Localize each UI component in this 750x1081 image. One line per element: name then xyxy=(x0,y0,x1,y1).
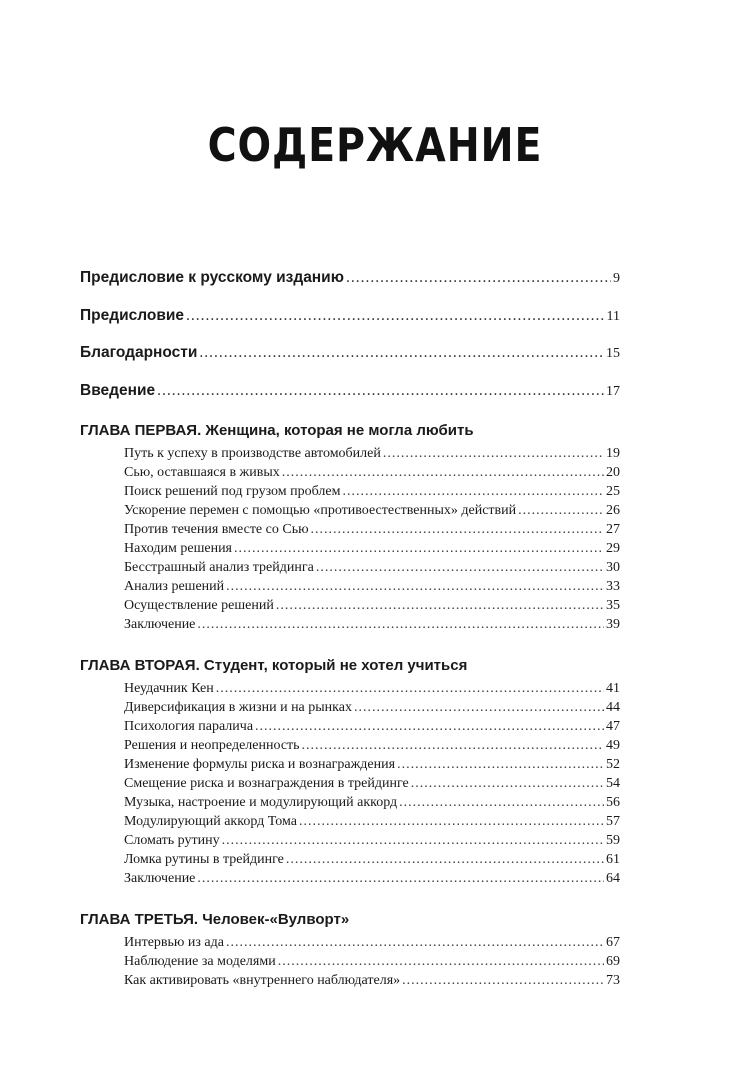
dot-leader xyxy=(197,869,604,888)
toc-entry-page: 35 xyxy=(606,598,620,613)
toc-entry-page: 69 xyxy=(606,954,620,969)
toc-entry-label: Поиск решений под грузом проблем xyxy=(124,484,341,499)
toc-sub-entry[interactable] xyxy=(80,463,620,482)
toc-front-entry[interactable] xyxy=(80,378,620,416)
dot-leader xyxy=(278,952,604,971)
toc-entry-page: 25 xyxy=(606,484,620,499)
dot-leader xyxy=(234,539,604,558)
toc-entry-page: 54 xyxy=(606,776,620,791)
toc-sub-entry[interactable] xyxy=(80,698,620,717)
dot-leader xyxy=(316,558,604,577)
toc-sub-entry[interactable] xyxy=(80,869,620,888)
toc-sub-entry[interactable] xyxy=(80,952,620,971)
dot-leader xyxy=(197,615,604,634)
dot-leader xyxy=(282,463,604,482)
toc-entry-label: Против течения вместе со Сью xyxy=(124,522,309,537)
chapter-heading[interactable]: ГЛАВА ТРЕТЬЯ. Человек-«Вулворт» xyxy=(80,911,350,928)
toc-front-entry[interactable] xyxy=(80,340,620,378)
toc-entry-label: Анализ решений xyxy=(124,579,225,594)
toc-sub-entry[interactable] xyxy=(80,812,620,831)
toc-sub-entry[interactable] xyxy=(80,615,620,634)
dot-leader xyxy=(399,793,604,812)
dot-leader xyxy=(226,577,604,596)
toc-entry-page: 64 xyxy=(606,871,620,886)
toc-entry-page: 33 xyxy=(606,579,620,594)
toc-entry-page: 17 xyxy=(606,383,620,399)
toc-sub-entry[interactable] xyxy=(80,717,620,736)
toc-entry-page: 52 xyxy=(606,757,620,772)
toc-sub-entry[interactable] xyxy=(80,850,620,869)
toc-entry-label: Решения и неопределенность xyxy=(124,738,300,753)
toc-entry-label: Предисловие xyxy=(80,306,185,324)
dot-leader xyxy=(226,933,604,952)
toc-entry-label: Изменение формулы риска и вознаграждения xyxy=(124,757,396,772)
dot-leader xyxy=(354,698,604,717)
toc-entry-page: 27 xyxy=(606,522,620,537)
toc-entry-page: 39 xyxy=(606,617,620,632)
toc-entry-page: 67 xyxy=(606,935,620,950)
toc-sub-entry[interactable] xyxy=(80,755,620,774)
spacer xyxy=(80,888,620,904)
toc-entry-label: Наблюдение за моделями xyxy=(124,954,276,969)
toc-sub-entry[interactable] xyxy=(80,596,620,615)
toc-entry-label: Путь к успеху в производстве автомобилей xyxy=(124,446,381,461)
toc-entry-label: Диверсификация в жизни и на рынках xyxy=(124,700,352,715)
dot-leader xyxy=(346,265,611,291)
toc-entry-page: 49 xyxy=(606,738,620,753)
dot-leader xyxy=(311,520,604,539)
toc-entry-page: 41 xyxy=(606,681,620,696)
toc-entry-page: 19 xyxy=(606,446,620,461)
dot-leader xyxy=(342,482,604,501)
toc-entry-label: Интервью из ада xyxy=(124,935,224,950)
toc-entry-label: Смещение риска и вознаграждения в трейдинге xyxy=(124,776,409,791)
toc-entry-label: Введение xyxy=(80,381,156,399)
dot-leader xyxy=(199,340,604,366)
toc-entry-page: 11 xyxy=(606,308,620,324)
dot-leader xyxy=(518,501,604,520)
toc-sub-entry[interactable] xyxy=(80,971,620,990)
dot-leader xyxy=(255,717,604,736)
chapter-heading[interactable]: ГЛАВА ПЕРВАЯ. Женщина, которая не могла любить xyxy=(80,422,474,439)
toc-sub-entry[interactable] xyxy=(80,933,620,952)
toc-sub-entry[interactable] xyxy=(80,831,620,850)
spacer xyxy=(80,634,620,650)
toc-entry-label: Психология паралича xyxy=(124,719,254,734)
page-title: СОДЕРЖАНИЕ xyxy=(207,118,543,172)
toc-sub-entry[interactable] xyxy=(80,444,620,463)
toc-sub-entry[interactable] xyxy=(80,774,620,793)
toc-entry-page: 20 xyxy=(606,465,620,480)
dot-leader xyxy=(216,679,604,698)
toc-entry-label: Заключение xyxy=(124,871,196,886)
toc-sub-entry[interactable] xyxy=(80,501,620,520)
dot-leader xyxy=(302,736,604,755)
dot-leader xyxy=(402,971,604,990)
toc-entry-label: Ускорение перемен с помощью «противоестественных» действий xyxy=(124,503,517,518)
table-of-contents xyxy=(80,265,620,990)
toc-entry-label: Модулирующий аккорд Тома xyxy=(124,814,297,829)
toc-entry-label: Находим решения xyxy=(124,541,232,556)
toc-entry-page: 44 xyxy=(606,700,620,715)
dot-leader xyxy=(276,596,604,615)
toc-entry-page: 15 xyxy=(606,346,620,361)
toc-entry-page: 47 xyxy=(606,719,620,734)
toc-entry-label: Благодарности xyxy=(80,344,198,361)
toc-entry-label: Сломать рутину xyxy=(124,833,220,848)
toc-entry-label: Предисловие к русскому изданию xyxy=(80,269,344,286)
toc-entry-label: Ломка рутины в трейдинге xyxy=(124,852,284,867)
toc-entry-page: 73 xyxy=(606,973,620,988)
toc-entry-page: 9 xyxy=(613,271,620,286)
toc-sub-entry[interactable] xyxy=(80,679,620,698)
dot-leader xyxy=(222,831,604,850)
toc-sub-entry[interactable] xyxy=(80,577,620,596)
dot-leader xyxy=(186,303,605,329)
toc-sub-entry[interactable] xyxy=(80,558,620,577)
dot-leader xyxy=(383,444,604,463)
toc-entry-page: 56 xyxy=(606,795,620,810)
toc-front-entry[interactable] xyxy=(80,303,620,341)
dot-leader xyxy=(299,812,604,831)
toc-entry-label: Как активировать «внутреннего наблюдателя» xyxy=(124,973,401,988)
toc-sub-entry[interactable] xyxy=(80,793,620,812)
toc-entry-page: 59 xyxy=(606,833,620,848)
toc-entry-label: Неудачник Кен xyxy=(124,681,214,696)
toc-sub-entry[interactable] xyxy=(80,520,620,539)
toc-entry-page: 57 xyxy=(606,814,620,829)
dot-leader xyxy=(286,850,604,869)
chapter-heading[interactable]: ГЛАВА ВТОРАЯ. Студент, который не хотел учиться xyxy=(80,657,468,674)
toc-entry-label: Осуществление решений xyxy=(124,598,274,613)
toc-entry-page: 61 xyxy=(606,852,620,867)
toc-front-entry[interactable] xyxy=(80,265,620,303)
toc-entry-label: Сью, оставшаяся в живых xyxy=(124,465,280,480)
toc-sub-entry[interactable] xyxy=(80,736,620,755)
toc-entry-label: Бесстрашный анализ трейдинга xyxy=(124,560,314,575)
toc-sub-entry[interactable] xyxy=(80,482,620,501)
dot-leader xyxy=(157,378,604,404)
toc-sub-entry[interactable] xyxy=(80,539,620,558)
toc-entry-page: 30 xyxy=(606,560,620,575)
toc-entry-page: 26 xyxy=(606,503,620,518)
toc-entry-label: Заключение xyxy=(124,617,196,632)
dot-leader xyxy=(397,755,604,774)
toc-entry-label: Музыка, настроение и модулирующий аккорд xyxy=(124,795,398,810)
dot-leader xyxy=(411,774,604,793)
toc-entry-page: 29 xyxy=(606,541,620,556)
